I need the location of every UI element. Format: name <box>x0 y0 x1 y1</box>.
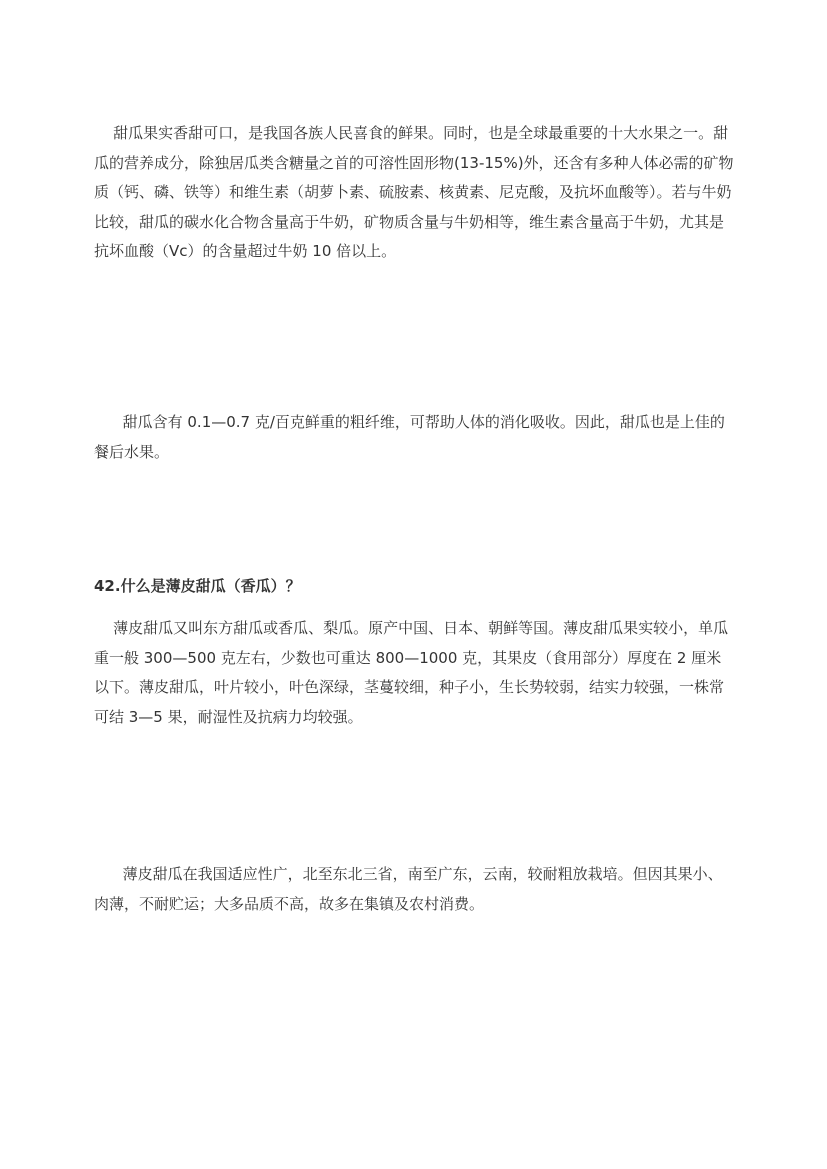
paragraph-melon-nutrition: 甜瓜果实香甜可口，是我国各族人民喜食的鲜果。同时，也是全球最重要的十大水果之一。甜瓜的营养成分，除独居瓜类含糖量之首的可溶性固形物(13-15%)外，还含有多种人体必需的矿物质（钙、磷、铁等）和维生素（胡萝卜素、硫胺素、核黄素、尼克酸，及抗坏血酸等）。若与牛奶比较，甜瓜的碳水化合物含量高于牛奶，矿物质含量与牛奶相等，维生素含量高于牛奶，尤其是抗坏血酸（Vc）的含量超过牛奶 10 倍以上。 <box>94 124 734 260</box>
paragraph-thin-skin-melon-distribution: 薄皮甜瓜在我国适应性广，北至东北三省，南至广东，云南，较耐粗放栽培。但因其果小、肉薄，不耐贮运；大多品质不高，故多在集镇及农村消费。 <box>94 865 723 913</box>
section-heading: 42.什么是薄皮甜瓜（香瓜）？ <box>94 577 301 595</box>
paragraph-thin-skin-melon: 薄皮甜瓜又叫东方甜瓜或香瓜、梨瓜。原产中国、日本、朝鲜等国。薄皮甜瓜果实较小，单瓜重一般 300—500 克左右，少数也可重达 800—1000 克，其果皮（食用部分）厚度在 2 厘米以下。薄皮甜瓜，叶片较小，叶色深绿，茎蔓较细，种子小，生长势较弱，结实力较强，一株常可结 3—5 果，耐湿性及抗病力均较强。 <box>94 619 729 726</box>
paragraph-melon-fiber: 甜瓜含有 0.1—0.7 克/百克鲜重的粗纤维，可帮助人体的消化吸收。因此，甜瓜也是上佳的餐后水果。 <box>94 413 725 461</box>
